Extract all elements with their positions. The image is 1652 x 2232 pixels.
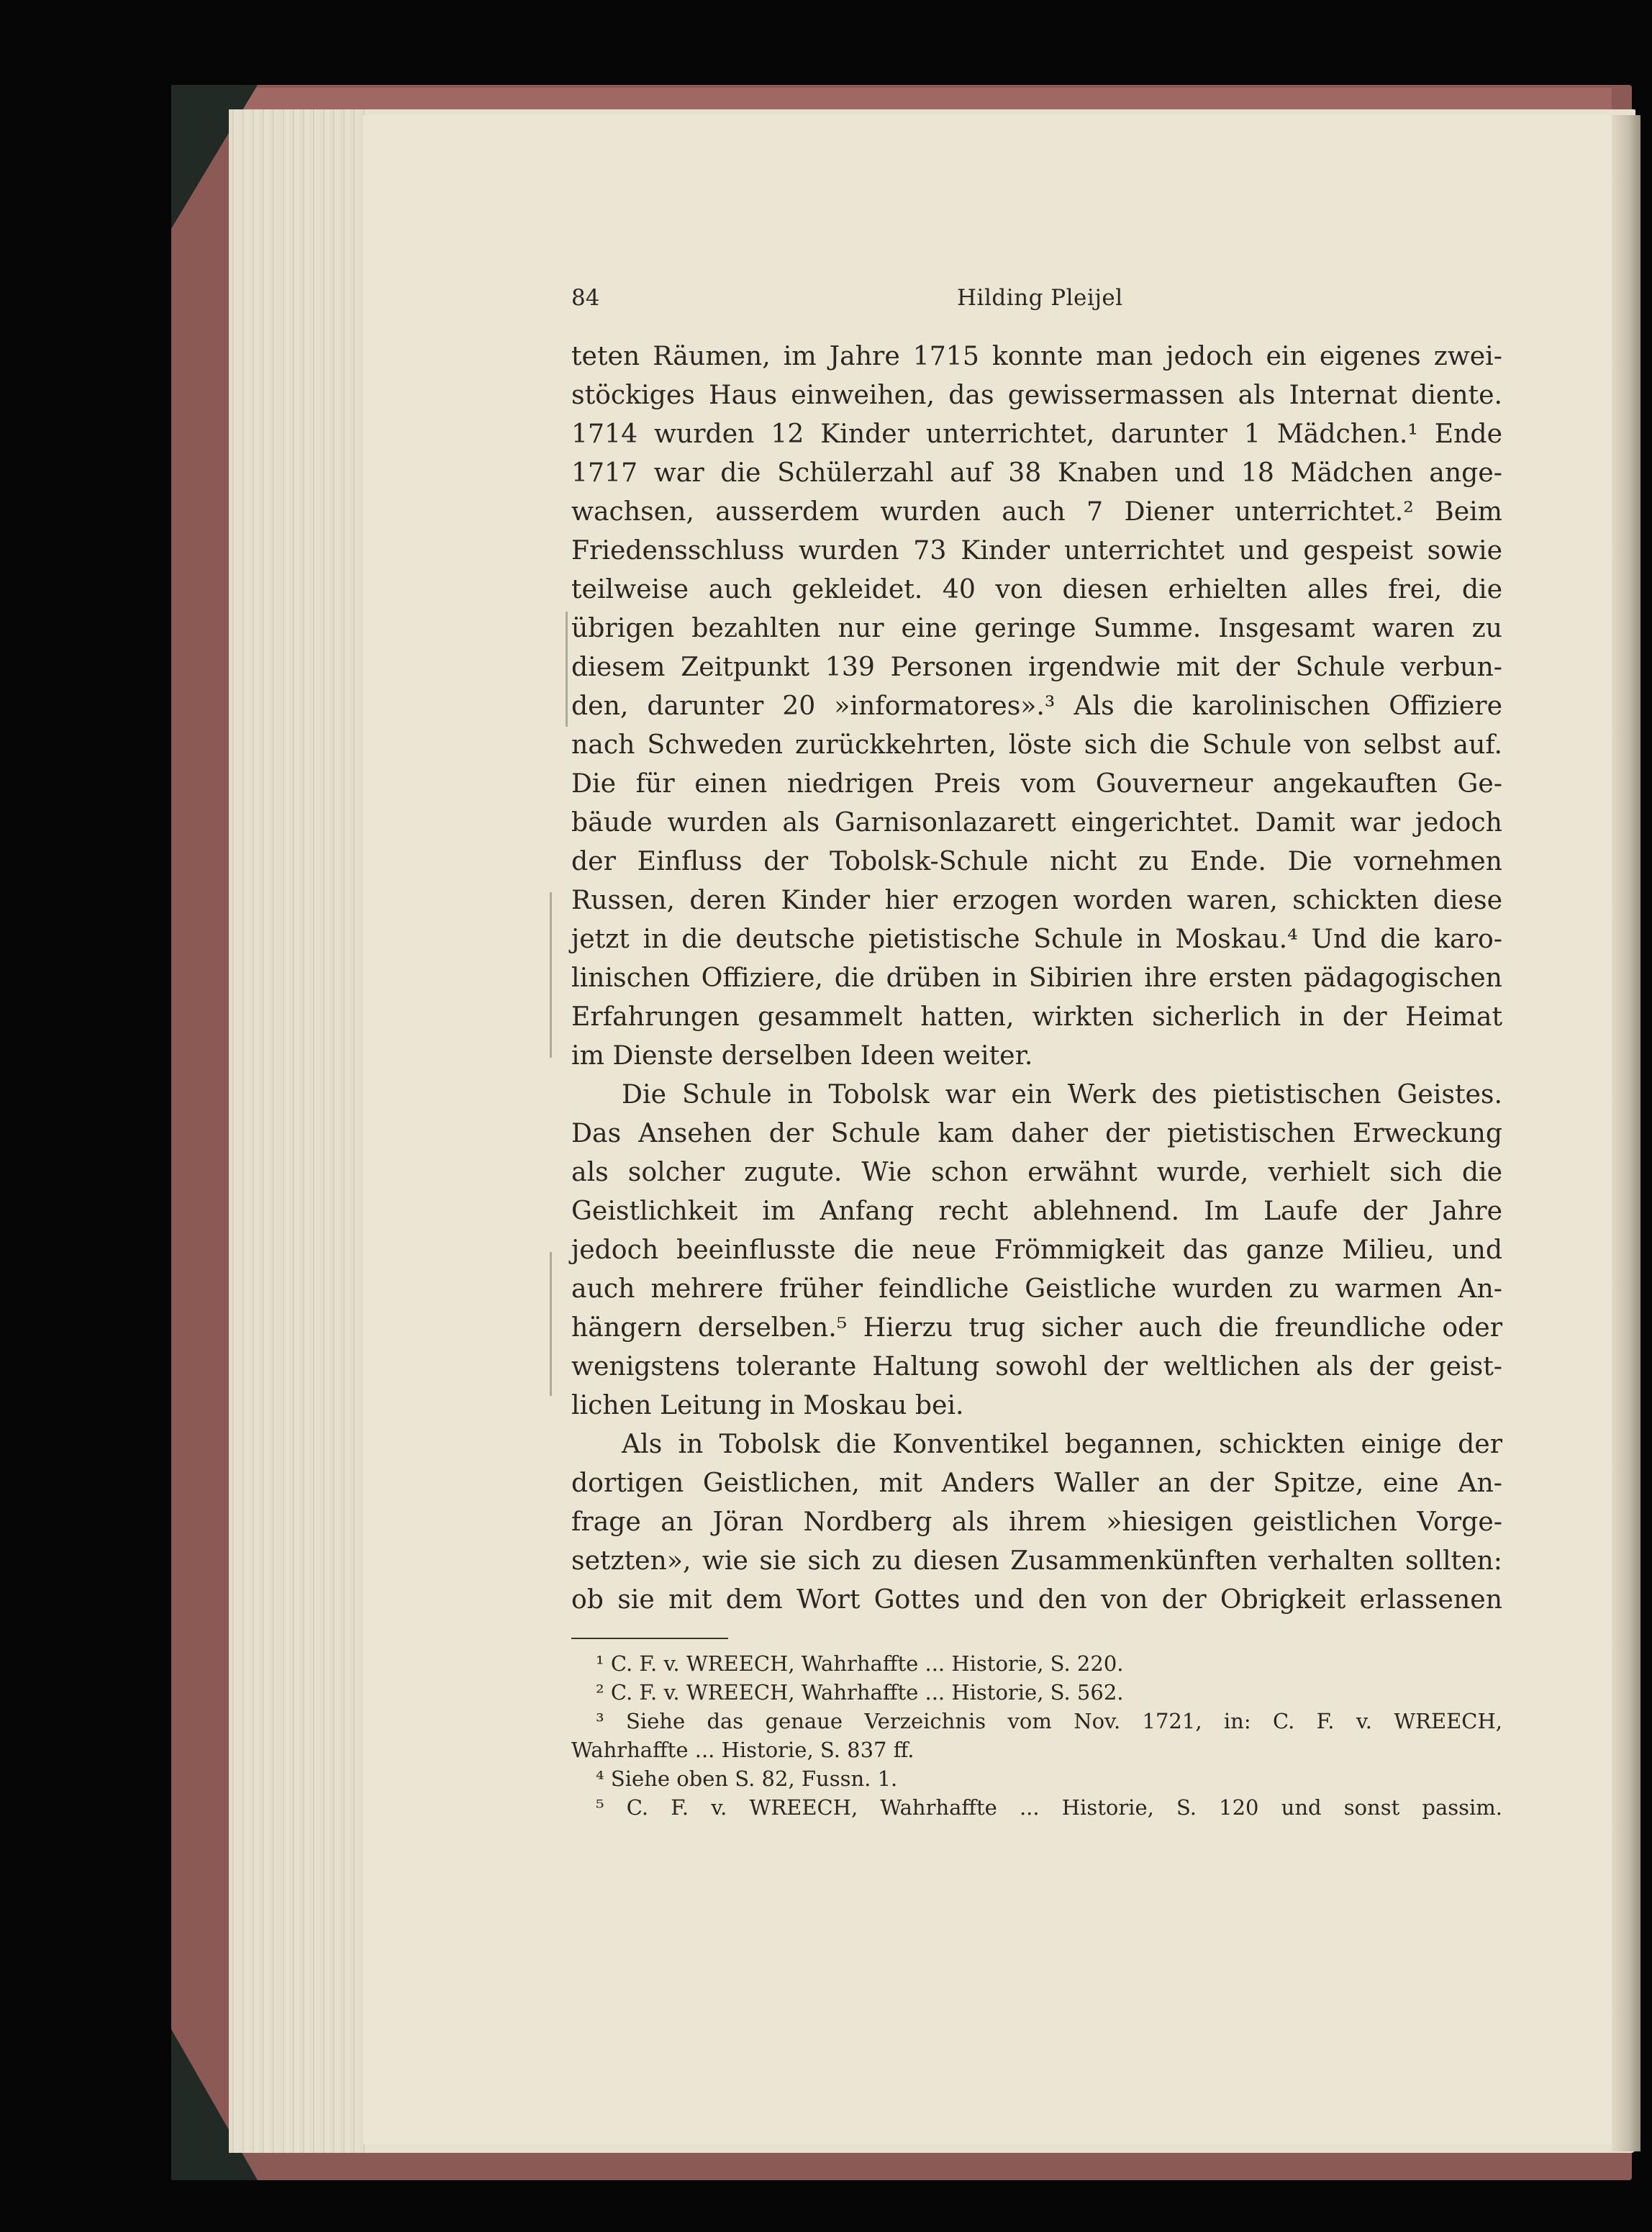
text-line: stöckiges Haus einweihen, das gewissermassen als Internat diente. — [571, 379, 1502, 410]
page-edges — [229, 109, 366, 2153]
text-line: den, darunter 20 »informatores».³ Als die karolinischen Offiziere — [571, 690, 1502, 721]
margin-pencil-mark — [550, 1252, 552, 1396]
text-line: jedoch beeinflusste die neue Frömmigkeit das ganze Milieu, und — [571, 1234, 1502, 1265]
text-line: als solcher zugute. Wie schon erwähnt wurde, verhielt sich die — [571, 1156, 1502, 1187]
footnote: ⁴ Siehe oben S. 82, Fussn. 1. — [596, 1766, 898, 1791]
margin-pencil-mark — [566, 612, 568, 727]
text-line: nach Schweden zurückkehrten, löste sich die Schule von selbst auf. — [571, 729, 1502, 760]
footnotes — [571, 1649, 1502, 1822]
text-line: dortigen Geistlichen, mit Anders Waller an der Spitze, eine An- — [571, 1467, 1502, 1498]
footnote-continuation: Wahrhaffte ... Historie, S. 837 ff. — [571, 1738, 914, 1762]
running-head: Hilding Pleijel — [957, 285, 1123, 311]
text-line: Geistlichkeit im Anfang recht ablehnend. Im Laufe der Jahre — [571, 1195, 1502, 1226]
text-line: Erfahrungen gesammelt hatten, wirkten sicherlich in der Heimat — [571, 1001, 1502, 1032]
cover-top-edge — [216, 88, 1612, 109]
text-line: setzten», wie sie sich zu diesen Zusammenkünften verhalten sollten: — [571, 1545, 1502, 1576]
text-line: Die für einen niedrigen Preis vom Gouverneur angekauften Ge- — [571, 768, 1502, 799]
text-line: 1714 wurden 12 Kinder unterrichtet, darunter 1 Mädchen.¹ Ende — [571, 418, 1502, 449]
text-line: teilweise auch gekleidet. 40 von diesen erhielten alles frei, die — [571, 573, 1502, 604]
text-line: 1717 war die Schülerzahl auf 38 Knaben und 18 Mädchen ange- — [571, 457, 1502, 488]
text-line: Das Ansehen der Schule kam daher der pietistischen Erweckung — [571, 1117, 1502, 1148]
text-line: wenigstens tolerante Haltung sowohl der weltlichen als der geist- — [571, 1351, 1502, 1382]
text-line: Als in Tobolsk die Konventikel begannen, schickten einige der — [622, 1428, 1502, 1459]
text-line: frage an Jöran Nordberg als ihrem »hiesigen geistlichen Vorge- — [571, 1506, 1502, 1537]
text-line: auch mehrere früher feindliche Geistliche wurden zu warmen An- — [571, 1273, 1502, 1304]
page-gutter — [1612, 115, 1640, 2151]
footnote: ³ Siehe das genaue Verzeichnis vom Nov. 1721, in: C. F. v. WREECH, — [596, 1709, 1502, 1733]
text-line: linischen Offiziere, die drüben in Sibirien ihre ersten pädagogischen — [571, 962, 1502, 993]
text-line: im Dienste derselben Ideen weiter. — [571, 1040, 1033, 1071]
footnote-rule — [571, 1638, 728, 1639]
margin-pencil-mark — [550, 892, 552, 1058]
text-line: teten Räumen, im Jahre 1715 konnte man jedoch ein eigenes zwei- — [571, 340, 1502, 371]
footnote: ⁵ C. F. v. WREECH, Wahrhaffte ... Historie, S. 120 und sonst passim. — [596, 1795, 1502, 1820]
text-line: Russen, deren Kinder hier erzogen worden waren, schickten diese — [571, 884, 1502, 915]
footnote: ² C. F. v. WREECH, Wahrhaffte ... Historie, S. 562. — [596, 1680, 1124, 1705]
text-line: wachsen, ausserdem wurden auch 7 Diener unterrichtet.² Beim — [571, 496, 1502, 527]
text-line: lichen Leitung in Moskau bei. — [571, 1389, 964, 1420]
text-line: ob sie mit dem Wort Gottes und den von der Obrigkeit erlassenen — [571, 1584, 1502, 1615]
text-line: hängern derselben.⁵ Hierzu trug sicher auch die freundliche oder — [571, 1312, 1502, 1343]
text-line: jetzt in die deutsche pietistische Schule in Moskau.⁴ Und die karo- — [571, 923, 1502, 954]
body-text — [571, 337, 1502, 1619]
text-line: diesem Zeitpunkt 139 Personen irgendwie mit der Schule verbun- — [571, 651, 1502, 682]
footnote: ¹ C. F. v. WREECH, Wahrhaffte ... Historie, S. 220. — [596, 1651, 1124, 1676]
page-number: 84 — [571, 285, 600, 311]
text-line: Friedensschluss wurden 73 Kinder unterrichtet und gespeist sowie — [571, 535, 1502, 566]
page-header — [571, 285, 1485, 317]
text-line: der Einfluss der Tobolsk-Schule nicht zu Ende. Die vornehmen — [571, 845, 1502, 876]
text-line: bäude wurden als Garnisonlazarett eingerichtet. Damit war jedoch — [571, 807, 1502, 838]
text-line: übrigen bezahlten nur eine geringe Summe. Insgesamt waren zu — [571, 612, 1502, 643]
text-line: Die Schule in Tobolsk war ein Werk des pietistischen Geistes. — [622, 1079, 1502, 1110]
